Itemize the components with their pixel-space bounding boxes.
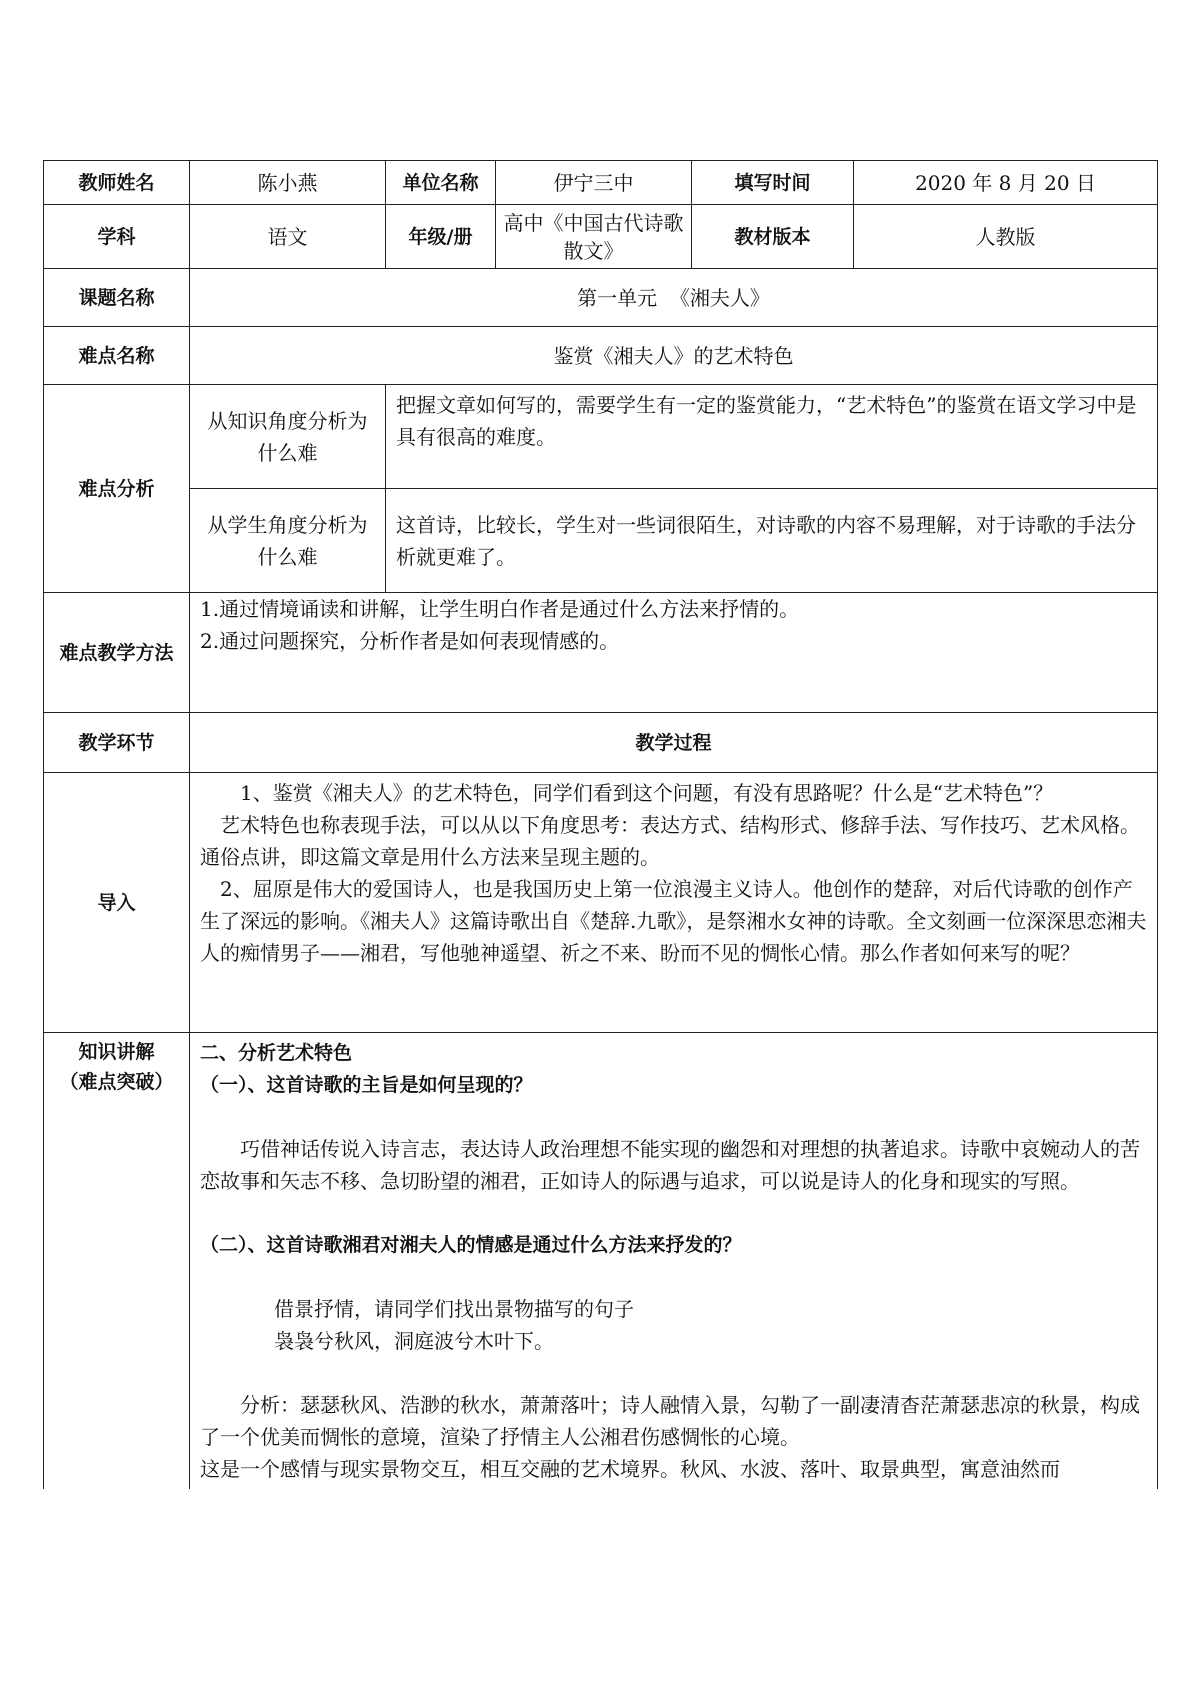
edition-value: 人教版 [854,205,1158,269]
question-2: （二）、这首诗歌湘君对湘夫人的情感是通过什么方法来抒发的？ [200,1234,742,1256]
process-header-row [44,713,1158,773]
lesson-plan-sheet [43,160,1157,1489]
lesson-plan-table [43,160,1158,1489]
knowledge-label-cell [44,1033,190,1490]
spacer [200,1261,1147,1293]
spacer [200,1197,1147,1229]
edition-label: 教材版本 [692,205,854,269]
scene-analysis-continued: 这是一个感情与现实景物交互，相互交融的艺术境界。秋风、水波、落叶、取景典型，寓意油然而 [200,1457,1060,1481]
process-title: 教学过程 [190,713,1158,773]
intro-paragraph: 1、鉴赏《湘夫人》的艺术特色，同学们看到这个问题，有没有思路呢？什么是“艺术特色”？ [240,781,1054,805]
knowledge-angle-text: 把握文章如何写的，需要学生有一定的鉴赏能力，“艺术特色”的鉴赏在语文学习中是具有很高的难度。 [386,385,1158,489]
student-angle-text: 这首诗，比较长，学生对一些词很陌生，对诗歌的内容不易理解，对于诗歌的手法分析就更难了。 [386,489,1158,593]
teacher-value: 陈小燕 [190,161,386,205]
unit-label: 单位名称 [386,161,496,205]
topic-label: 课题名称 [44,269,190,327]
knowledge-heading: 二、分析艺术特色 [200,1042,353,1064]
difficulty-value: 鉴赏《湘夫人》的艺术特色 [190,327,1158,385]
topic-value: 第一单元 《湘夫人》 [190,269,1158,327]
knowledge-sublabel: （难点突破） [59,1071,174,1093]
method-item: 2.通过问题探究，分析作者是如何表现情感的。 [200,629,620,653]
poem-line: 袅袅兮秋风，洞庭波兮木叶下。 [274,1329,554,1353]
spacer [200,1357,1147,1389]
intro-paragraph: 艺术特色也称表现手法，可以从以下角度思考：表达方式、结构形式、修辞手法、写作技巧、艺术风格。通俗点讲，即这篇文章是用什么方法来呈现主题的。 [200,813,1140,869]
analysis-label: 难点分析 [44,385,190,593]
question-1: （一）、这首诗歌的主旨是如何呈现的？ [200,1074,533,1096]
header-row-1 [44,161,1158,205]
method-item: 1.通过情境诵读和讲解，让学生明白作者是通过什么方法来抒情的。 [200,597,800,621]
unit-value: 伊宁三中 [496,161,692,205]
teacher-label: 教师姓名 [44,161,190,205]
header-row-2 [44,205,1158,269]
topic-row [44,269,1158,327]
intro-paragraph: 2、屈原是伟大的爱国诗人，也是我国历史上第一位浪漫主义诗人。他创作的楚辞，对后代诗歌的创作产生了深远的影响。《湘夫人》这篇诗歌出自《楚辞.九歌》，是祭湘水女神的诗歌。全文刻画一位深深思恋湘夫人的痴情男子——湘君，写他驰神遥望、祈之不来、盼而不见的惆怅心情。那么作者如何来写的呢？ [200,877,1147,965]
scene-analysis: 分析：瑟瑟秋风、浩渺的秋水，萧萧落叶；诗人融情入景，勾勒了一副凄清杳茫萧瑟悲凉的秋景，构成了一个优美而惆怅的意境，渲染了抒情主人公湘君伤感惆怅的心境。 [200,1393,1140,1449]
subject-value: 语文 [190,205,386,269]
knowledge-angle-label: 从知识角度分析为什么难 [190,385,386,489]
grade-label: 年级/册 [386,205,496,269]
spacer [200,1101,1147,1133]
knowledge-label: 知识讲解 [78,1041,155,1063]
method-row [44,593,1158,713]
difficulty-row [44,327,1158,385]
date-label: 填写时间 [692,161,854,205]
knowledge-content [190,1033,1158,1490]
knowledge-row [44,1033,1158,1490]
method-content [190,593,1158,713]
answer-1: 巧借神话传说入诗言志，表达诗人政治理想不能实现的幽怨和对理想的执著追求。诗歌中哀婉动人的苦恋故事和矢志不移、急切盼望的湘君，正如诗人的际遇与追求，可以说是诗人的化身和现实的写照。 [200,1137,1140,1193]
scene-prompt: 借景抒情，请同学们找出景物描写的句子 [274,1297,634,1321]
analysis-row-student [44,489,1158,593]
analysis-row-knowledge [44,385,1158,489]
intro-label: 导入 [44,773,190,1033]
grade-value: 高中《中国古代诗歌散文》 [496,205,692,269]
method-label: 难点教学方法 [44,593,190,713]
intro-content [190,773,1158,1033]
student-angle-label: 从学生角度分析为什么难 [190,489,386,593]
process-step-label: 教学环节 [44,713,190,773]
difficulty-label: 难点名称 [44,327,190,385]
intro-row [44,773,1158,1033]
subject-label: 学科 [44,205,190,269]
date-value: 2020 年 8 月 20 日 [854,161,1158,205]
